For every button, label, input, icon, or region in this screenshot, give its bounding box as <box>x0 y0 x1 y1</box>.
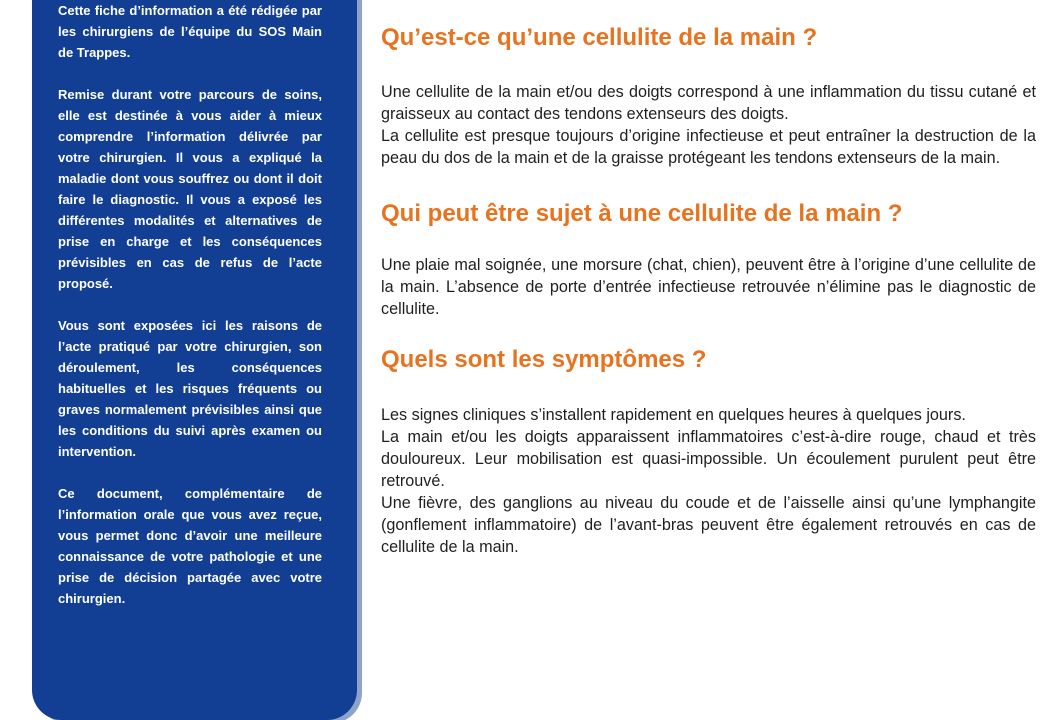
section-paragraph: Une plaie mal soignée, une morsure (chat, chien), peuvent être à l’origine d’une cellulite de la main. L’absence de porte d’entrée infectieuse retrouvée n’élimine pas le diagnostic de cellulite. <box>381 256 1036 318</box>
section-definition <box>381 20 1036 169</box>
main-content <box>381 20 1036 558</box>
section-title-definition: Qu’est-ce qu’une cellulite de la main ? <box>381 24 818 51</box>
section-paragraph: La main et/ou les doigts apparaissent inflammatoires c’est-à-dire rouge, chaud et très douloureux. Leur mobilisation est quasi-impossible. Un écoulement purulent peut être retrouvé. <box>381 428 1036 490</box>
sidebar-paragraph-authors: Cette fiche d’information a été rédigée par les chirurgiens de l’équipe du SOS Main de Trappes. <box>58 3 322 60</box>
section-title-who: Qui peut être sujet à une cellulite de la main ? <box>381 200 903 227</box>
sidebar-paragraph-complement: Ce document, complémentaire de l’information orale que vous avez reçue, vous permet donc d’avoir une meilleure connaissance de votre pathologie et une prise de décision partagée avec votre chirurgien. <box>58 486 322 606</box>
section-who <box>381 196 1036 320</box>
section-symptoms <box>381 342 1036 558</box>
sidebar-paragraph-content: Vous sont exposées ici les raisons de l’acte pratiqué par votre chirurgien, son déroulement, les conséquences habituelles et les risques fréquents ou graves normalement prévisibles ainsi que les conditions du suivi après examen ou intervention. <box>58 318 322 459</box>
section-paragraph: Les signes cliniques s’installent rapidement en quelques heures à quelques jours. <box>381 406 966 424</box>
section-paragraph: La cellulite est presque toujours d’origine infectieuse et peut entraîner la destruction de la peau du dos de la main et de la graisse protégeant les tendons extenseurs de la main. <box>381 127 1036 167</box>
section-paragraph: Une fièvre, des ganglions au niveau du coude et de l’aisselle ainsi qu’une lymphangite (gonflement inflammatoire) de l’avant-bras peuvent être également retrouvés en cas de cellulite de la main. <box>381 494 1036 556</box>
sidebar-paragraph-purpose: Remise durant votre parcours de soins, elle est destinée à vous aider à mieux comprendre l’information délivrée par votre chirurgien. Il vous a expliqué la maladie dont vous souffrez ou dont il doit faire le diagnostic. Il vous a exposé les différentes modalités et alternatives de prise en charge et les conséquences prévisibles en cas de refus de l’acte proposé. <box>58 87 322 291</box>
section-paragraph: Une cellulite de la main et/ou des doigts correspond à une inflammation du tissu cutané et graisseux au contact des tendons extenseurs des doigts. <box>381 83 1036 123</box>
section-title-symptoms: Quels sont les symptômes ? <box>381 346 707 373</box>
info-sidebar-text <box>58 0 322 609</box>
